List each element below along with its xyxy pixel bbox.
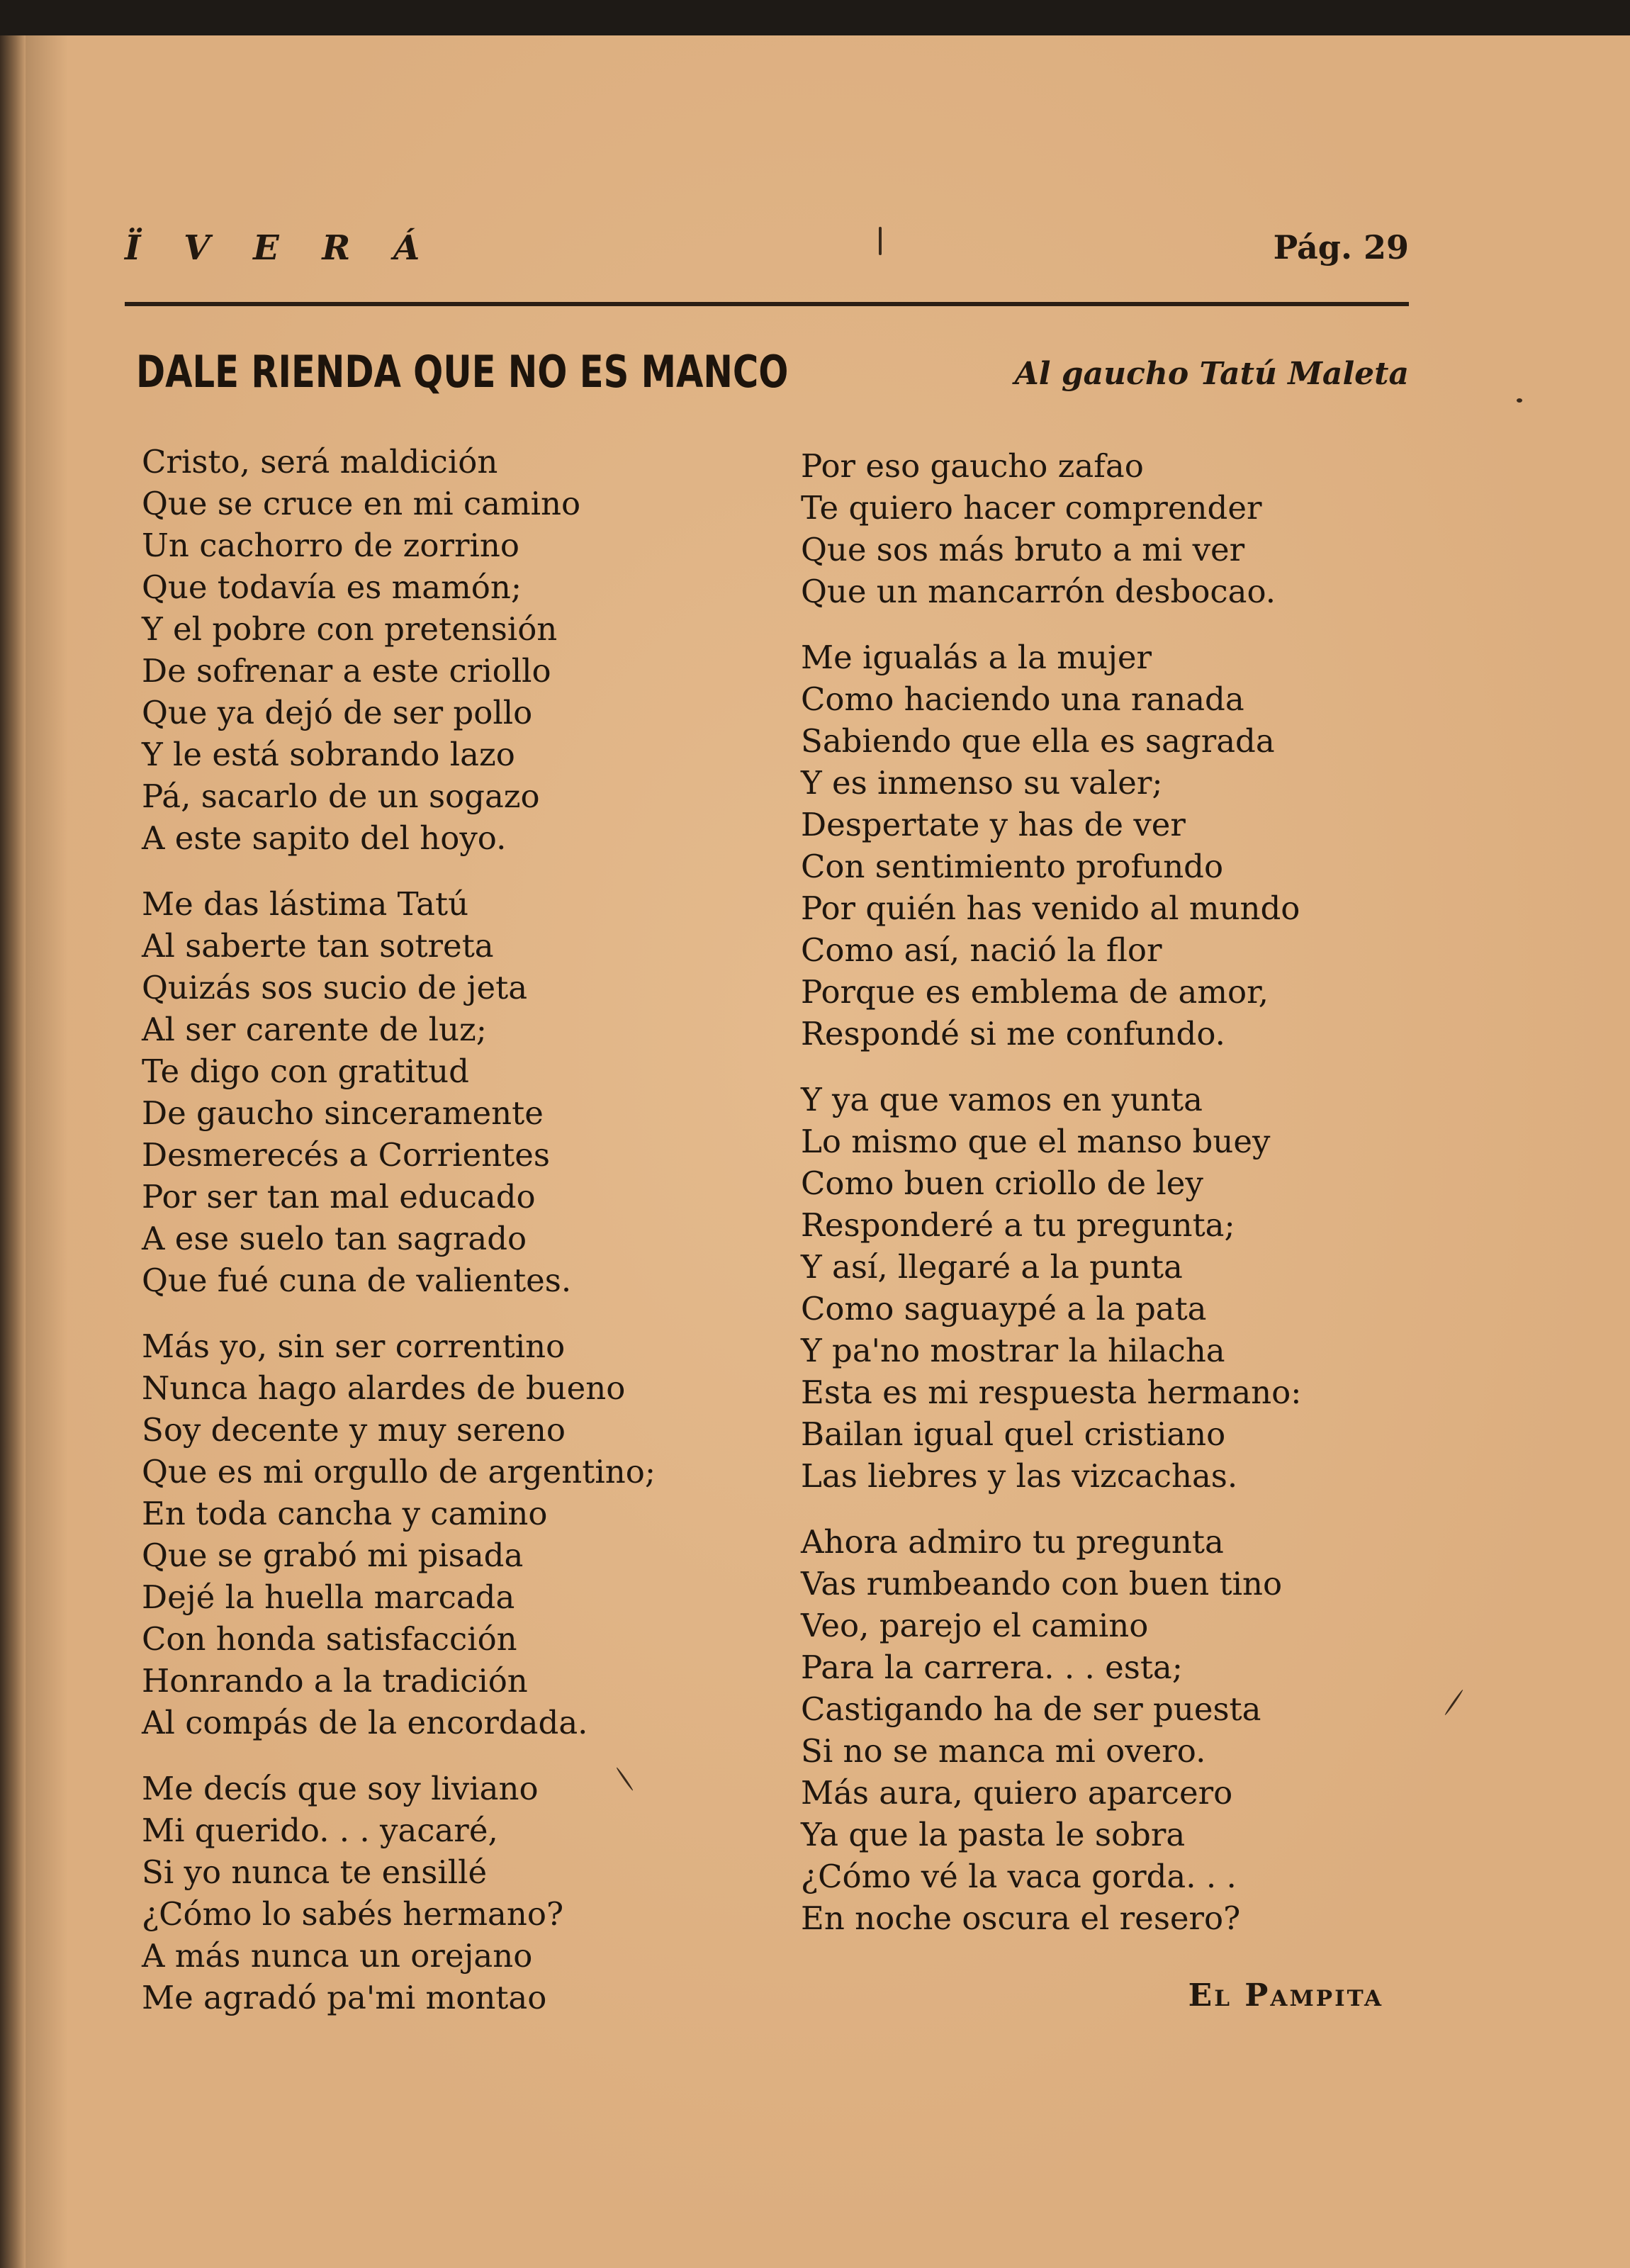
magazine-name: Ï V E R Á xyxy=(125,228,436,268)
poem-line: Si yo nunca te ensillé xyxy=(142,1853,488,1891)
poem-line: Porque es emblema de amor, xyxy=(801,973,1269,1011)
paper-speck xyxy=(1444,1689,1464,1716)
poem-stanza xyxy=(801,1079,1424,1497)
poem-line: Si no se manca mi overo. xyxy=(801,1732,1206,1770)
poem-line: Al compás de la encordada. xyxy=(142,1704,588,1741)
poem-line: Despertate y has de ver xyxy=(801,806,1186,843)
poem-line: Bailan igual quel cristiano xyxy=(801,1415,1226,1453)
poem-line: Dejé la huella marcada xyxy=(142,1578,515,1616)
author-signature: El Pampita xyxy=(1188,1977,1383,2014)
poem-line: Que todavía es mamón; xyxy=(142,568,522,606)
poem-line: ¿Cómo vé la vaca gorda. . . xyxy=(801,1858,1237,1895)
poem-stanza xyxy=(801,636,1424,1055)
book-spine xyxy=(0,35,26,2268)
poem-line: Que se cruce en mi camino xyxy=(142,485,581,522)
poem-line: Como buen criollo de ley xyxy=(801,1164,1203,1202)
poem-line: Honrando a la tradición xyxy=(142,1662,528,1700)
poem-line: Te digo con gratitud xyxy=(142,1052,469,1090)
poem-line: Esta es mi respuesta hermano: xyxy=(801,1374,1302,1411)
poem-line: Que se grabó mi pisada xyxy=(142,1537,524,1574)
poem-line: Soy decente y muy sereno xyxy=(142,1411,566,1449)
poem-line: Y así, llegaré a la punta xyxy=(801,1248,1183,1286)
poem-line: Que sos más bruto a mi ver xyxy=(801,531,1245,568)
page-number: Pág. 29 xyxy=(1273,228,1409,266)
poem-line: Al ser carente de luz; xyxy=(142,1011,487,1048)
poem-line: Las liebres y las vizcachas. xyxy=(801,1457,1238,1495)
poem-line: Vas rumbeando con buen tino xyxy=(801,1565,1283,1602)
poem-line: Veo, parejo el camino xyxy=(801,1607,1149,1644)
poem-column-right xyxy=(801,445,1424,1963)
poem-line: Más yo, sin ser correntino xyxy=(142,1327,566,1365)
poem-line: Con honda satisfacción xyxy=(142,1620,517,1658)
poem-stanza xyxy=(801,1521,1424,1939)
poem-line: Como haciendo una ranada xyxy=(801,680,1244,718)
poem-line: Por eso gaucho zafao xyxy=(801,447,1144,485)
poem-line: Me igualás a la mujer xyxy=(801,639,1152,676)
poem-line: Cristo, será maldición xyxy=(142,443,498,481)
poem-line: Sabiendo que ella es sagrada xyxy=(801,722,1275,760)
paper-speck xyxy=(1517,398,1522,403)
poem-line: Y pa'no mostrar la hilacha xyxy=(801,1332,1225,1369)
poem-line: A este sapito del hoyo. xyxy=(142,819,507,857)
poem-line: Responderé a tu pregunta; xyxy=(801,1206,1235,1244)
poem-stanza xyxy=(142,441,765,859)
poem-line: Respondé si me confundo. xyxy=(801,1015,1225,1052)
poem-line: Me das lástima Tatú xyxy=(142,885,469,923)
poem-line: Como saguaypé a la pata xyxy=(801,1290,1207,1327)
poem-line: A ese suelo tan sagrado xyxy=(142,1220,527,1257)
poem-title: DALE RIENDA QUE NO ES MANCO xyxy=(136,346,789,398)
poem-stanza xyxy=(142,883,765,1301)
poem-line: Que un mancarrón desbocao. xyxy=(801,573,1276,610)
header-rule xyxy=(125,302,1409,306)
poem-column-left xyxy=(142,441,765,2043)
poem-line: Un cachorro de zorrino xyxy=(142,527,519,564)
poem-line: Que fué cuna de valientes. xyxy=(142,1262,572,1299)
poem-line: Y es inmenso su valer; xyxy=(801,764,1163,802)
poem-stanza xyxy=(142,1325,765,1744)
poem-line: Que es mi orgullo de argentino; xyxy=(142,1453,656,1491)
poem-line: Me agradó pa'mi montao xyxy=(142,1979,547,2016)
poem-line: A más nunca un orejano xyxy=(142,1937,533,1975)
poem-line: Por quién has venido al mundo xyxy=(801,889,1300,927)
poem-line: Y le está sobrando lazo xyxy=(142,736,515,773)
poem-line: Al saberte tan sotreta xyxy=(142,927,494,965)
poem-line: Pá, sacarlo de un sogazo xyxy=(142,777,540,815)
poem-line: Lo mismo que el manso buey xyxy=(801,1123,1271,1160)
paper-speck xyxy=(879,227,882,255)
running-header xyxy=(125,228,1409,279)
poem-line: Y ya que vamos en yunta xyxy=(801,1081,1203,1118)
poem-line: De sofrenar a este criollo xyxy=(142,652,551,690)
poem-line: Quizás sos sucio de jeta xyxy=(142,969,528,1006)
poem-line: Nunca hago alardes de bueno xyxy=(142,1369,626,1407)
poem-line: Por ser tan mal educado xyxy=(142,1178,536,1216)
poem-line: En toda cancha y camino xyxy=(142,1495,548,1532)
magazine-page xyxy=(0,35,1630,2268)
spine-shadow xyxy=(26,35,68,2268)
poem-dedication: Al gaucho Tatú Maleta xyxy=(1014,356,1409,392)
poem-line: De gaucho sinceramente xyxy=(142,1094,544,1132)
poem-line: Que ya dejó de ser pollo xyxy=(142,694,533,731)
poem-stanza xyxy=(142,1768,765,2019)
poem-line: Desmerecés a Corrientes xyxy=(142,1136,550,1174)
poem-line: Con sentimiento profundo xyxy=(801,848,1224,885)
poem-line: Me decís que soy liviano xyxy=(142,1770,539,1807)
poem-line: Ahora admiro tu pregunta xyxy=(801,1523,1224,1561)
poem-line: Ya que la pasta le sobra xyxy=(801,1816,1186,1853)
poem-line: Castigando ha de ser puesta xyxy=(801,1690,1261,1728)
poem-line: ¿Cómo lo sabés hermano? xyxy=(142,1895,564,1933)
poem-line: Y el pobre con pretensión xyxy=(142,610,558,648)
poem-line: En noche oscura el resero? xyxy=(801,1899,1241,1937)
poem-line: Mi querido. . . yacaré, xyxy=(142,1812,498,1849)
poem-line: Para la carrera. . . esta; xyxy=(801,1649,1183,1686)
poem-line: Como así, nació la flor xyxy=(801,931,1162,969)
poem-line: Más aura, quiero aparcero xyxy=(801,1774,1233,1812)
poem-stanza xyxy=(801,445,1424,612)
poem-line: Te quiero hacer comprender xyxy=(801,489,1262,527)
